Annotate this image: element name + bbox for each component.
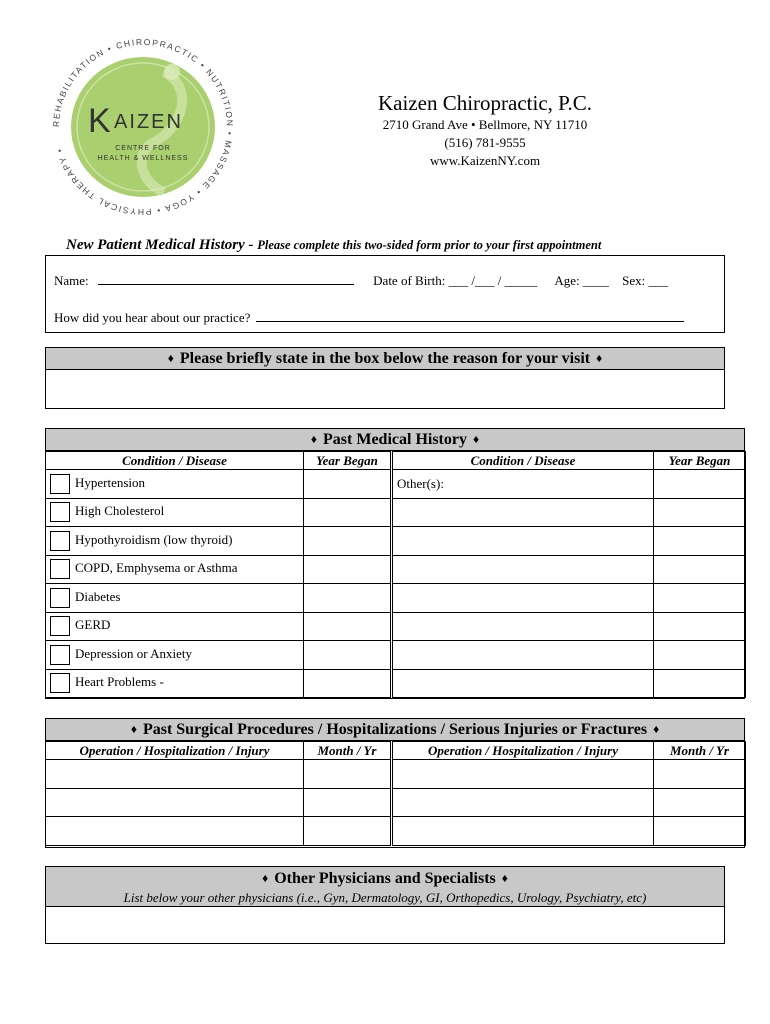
pmh-header-year: Year Began <box>304 452 392 470</box>
surgical-cell[interactable] <box>654 788 746 817</box>
surgical-cell[interactable] <box>654 760 746 789</box>
other-year-cell[interactable] <box>654 641 746 670</box>
surgical-row <box>46 760 746 789</box>
other-condition-cell[interactable] <box>392 641 654 670</box>
year-began-cell[interactable] <box>304 470 392 499</box>
surgical-cell[interactable] <box>304 817 392 846</box>
logo-tagline-1: CENTRE FOR <box>115 145 171 152</box>
reason-title: Please briefly state in the box below the reason for your visit <box>179 350 591 367</box>
other-year-cell[interactable] <box>654 527 746 556</box>
pmh-row <box>46 669 746 698</box>
referral-field[interactable] <box>256 310 684 322</box>
physicians-title: Other Physicians and Specialists <box>274 870 496 887</box>
condition-cell <box>46 584 304 613</box>
condition-checkbox[interactable] <box>50 474 70 494</box>
pmh-row <box>46 612 746 641</box>
pmh-row <box>46 470 746 499</box>
year-began-cell[interactable] <box>304 669 392 698</box>
pmh-header-year-2: Year Began <box>654 452 746 470</box>
pmh-row <box>46 527 746 556</box>
condition-checkbox[interactable] <box>50 502 70 522</box>
diamond-icon: ♦ <box>501 871 508 885</box>
reason-bar <box>46 348 724 370</box>
surgical-title: Past Surgical Procedures / Hospitalizations / Serious Injuries or Fractures <box>142 721 648 738</box>
pmh-header-condition: Condition / Disease <box>46 452 304 470</box>
condition-checkbox[interactable] <box>50 531 70 551</box>
condition-checkbox[interactable] <box>50 616 70 636</box>
surgical-bar <box>46 719 744 741</box>
condition-label: Hypertension <box>75 474 146 490</box>
pmh-row <box>46 584 746 613</box>
other-year-cell[interactable] <box>654 555 746 584</box>
condition-label: Depression or Anxiety <box>75 645 192 661</box>
surgical-row <box>46 817 746 846</box>
pmh-bar <box>46 429 744 451</box>
year-began-cell[interactable] <box>304 584 392 613</box>
physicians-bar <box>46 867 724 907</box>
patient-info-section <box>45 255 725 333</box>
surgical-header-row <box>46 742 746 760</box>
surgical-cell[interactable] <box>304 788 392 817</box>
surgical-cell[interactable] <box>392 788 654 817</box>
year-began-cell[interactable] <box>304 612 392 641</box>
past-medical-history-section <box>45 428 745 699</box>
name-field[interactable] <box>98 273 354 285</box>
condition-checkbox[interactable] <box>50 645 70 665</box>
surgical-history-section <box>45 718 745 848</box>
diamond-icon: ♦ <box>472 432 480 446</box>
pmh-header-condition-2: Condition / Disease <box>392 452 654 470</box>
year-began-cell[interactable] <box>304 555 392 584</box>
condition-checkbox[interactable] <box>50 559 70 579</box>
condition-cell <box>46 498 304 527</box>
surgical-cell[interactable] <box>46 788 304 817</box>
form-heading <box>66 236 601 254</box>
other-condition-cell[interactable] <box>392 612 654 641</box>
condition-cell <box>46 612 304 641</box>
name-label: Name: <box>54 273 89 288</box>
referral-label: How did you hear about our practice? <box>54 310 251 325</box>
reason-section <box>45 347 725 409</box>
pmh-title: Past Medical History <box>323 431 467 448</box>
year-began-cell[interactable] <box>304 641 392 670</box>
practice-phone: (516) 781-9555 <box>444 135 526 150</box>
logo-ring-text: REHABILITATION • CHIROPRACTIC • NUTRITION • MASSAGE • YOGA • PHYSICAL THERAPY • <box>50 36 236 218</box>
surgical-cell[interactable] <box>304 760 392 789</box>
diamond-icon: ♦ <box>310 432 318 446</box>
condition-label: High Cholesterol <box>75 503 165 519</box>
surgical-cell[interactable] <box>46 817 304 846</box>
condition-cell <box>46 669 304 698</box>
other-condition-cell[interactable] <box>392 470 654 499</box>
practice-website[interactable]: www.KaizenNY.com <box>429 153 541 168</box>
surgical-header-month-2: Month / Yr <box>654 742 746 760</box>
pmh-row <box>46 498 746 527</box>
condition-label: Diabetes <box>75 588 121 604</box>
logo-k: K <box>88 102 111 140</box>
condition-label: Hypothyroidism (low thyroid) <box>75 531 233 547</box>
physicians-section <box>45 866 725 944</box>
condition-checkbox[interactable] <box>50 673 70 693</box>
surgical-table <box>45 741 746 846</box>
diamond-icon: ♦ <box>130 722 137 736</box>
pmh-row <box>46 641 746 670</box>
diamond-icon: ♦ <box>167 351 174 365</box>
diamond-icon: ♦ <box>653 722 660 736</box>
surgical-cell[interactable] <box>46 760 304 789</box>
kaizen-logo <box>44 32 242 222</box>
condition-cell <box>46 555 304 584</box>
diamond-icon: ♦ <box>262 871 269 885</box>
pmh-row <box>46 555 746 584</box>
patient-info-row-1 <box>54 273 668 289</box>
pmh-header-row <box>46 452 746 470</box>
condition-cell <box>46 470 304 499</box>
surgical-row <box>46 788 746 817</box>
condition-checkbox[interactable] <box>50 588 70 608</box>
other-condition-cell[interactable] <box>392 498 654 527</box>
patient-info-row-2 <box>54 310 684 326</box>
condition-cell <box>46 641 304 670</box>
dob-label[interactable]: Date of Birth: ___ /___ / _____ <box>373 273 538 288</box>
diamond-icon: ♦ <box>596 351 603 365</box>
other-condition-cell[interactable] <box>392 669 654 698</box>
pmh-table <box>45 451 746 698</box>
other-condition-cell[interactable] <box>392 555 654 584</box>
age-label[interactable]: Age: ____ <box>554 273 609 288</box>
practice-name: Kaizen Chiropractic, P.C. <box>377 91 593 115</box>
other-year-cell[interactable] <box>654 612 746 641</box>
surgical-cell[interactable] <box>392 817 654 846</box>
surgical-cell[interactable] <box>654 817 746 846</box>
surgical-cell[interactable] <box>392 760 654 789</box>
condition-label: COPD, Emphysema or Asthma <box>75 560 238 576</box>
practice-address: 2710 Grand Ave • Bellmore, NY 11710 <box>382 117 588 132</box>
condition-cell <box>46 527 304 556</box>
sex-label[interactable]: Sex: ___ <box>622 273 668 288</box>
physicians-input[interactable] <box>46 907 724 941</box>
other-year-cell[interactable] <box>654 498 746 527</box>
kaizen-logo-graphic <box>44 32 242 222</box>
surgical-header-operation: Operation / Hospitalization / Injury <box>46 742 304 760</box>
reason-input[interactable] <box>46 370 724 406</box>
other-year-cell[interactable] <box>654 669 746 698</box>
logo-tagline-2: HEALTH & WELLNESS <box>97 155 189 162</box>
physicians-subtitle: List below your other physicians (i.e., Gyn, Dermatology, GI, Orthopedics, Urology, Psychiatry, etc) <box>123 890 647 905</box>
logo-wordmark: AIZEN <box>114 111 183 133</box>
practice-header <box>300 90 670 170</box>
surgical-header-month: Month / Yr <box>304 742 392 760</box>
condition-label: Heart Problems - <box>75 674 164 690</box>
other-label: Other(s): <box>397 475 444 491</box>
physicians-title-line <box>46 867 724 890</box>
other-year-cell[interactable] <box>654 584 746 613</box>
year-began-cell[interactable] <box>304 527 392 556</box>
other-condition-cell[interactable] <box>392 584 654 613</box>
form-instruction: Please complete this two-sided form prior to your first appointment <box>257 238 602 252</box>
other-condition-cell[interactable] <box>392 527 654 556</box>
year-began-cell[interactable] <box>304 498 392 527</box>
surgical-header-operation-2: Operation / Hospitalization / Injury <box>392 742 654 760</box>
other-year-cell[interactable] <box>654 470 746 499</box>
condition-label: GERD <box>75 617 111 633</box>
form-title: New Patient Medical History - <box>66 237 258 253</box>
